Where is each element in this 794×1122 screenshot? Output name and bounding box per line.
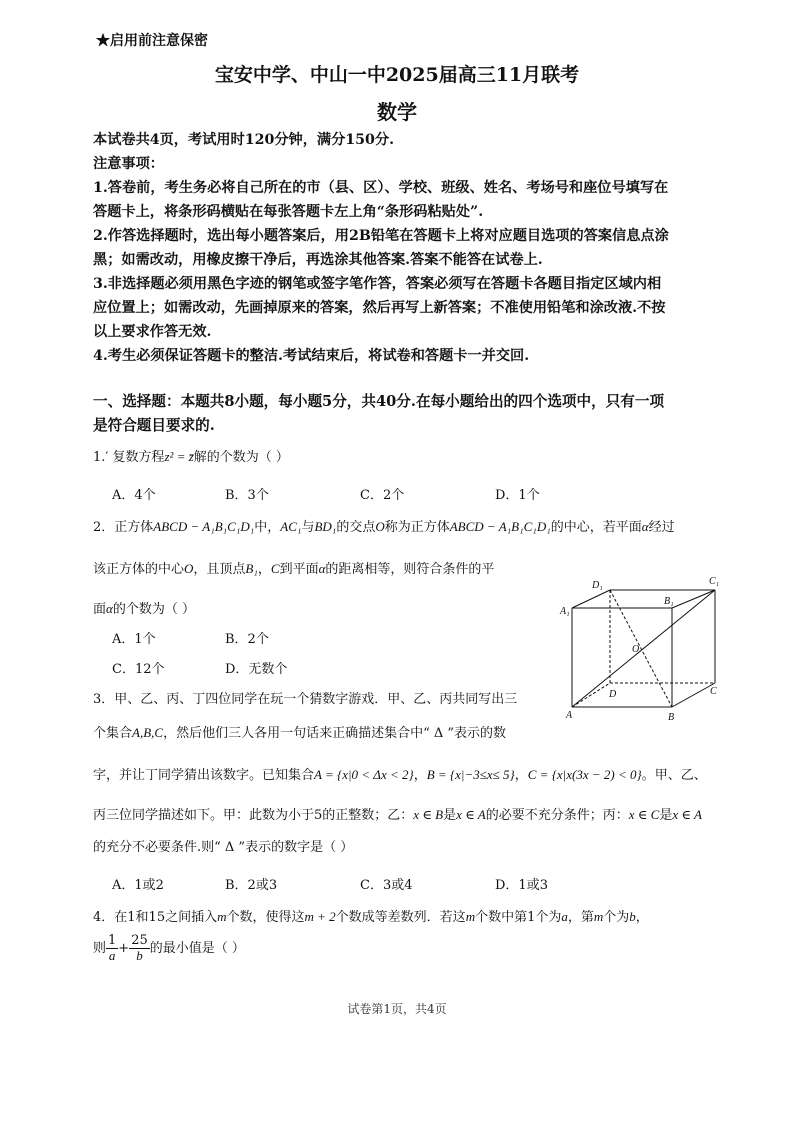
option-c[interactable]: C．2个 <box>360 488 405 503</box>
question-4-line1: 4．在1和15之间插入m个数，使得这m + 2个数成等差数列．若这m个数中第1个为a，第m个为b， <box>93 909 649 925</box>
label-o: O <box>632 644 640 655</box>
option-d[interactable]: D．1或3 <box>495 878 548 893</box>
label-d1: D₁ <box>592 580 603 591</box>
note-line: 1.答卷前，考生务必将自己所在的市（县、区）、学校、班级、姓名、考场号和座位号填写在 <box>93 180 669 196</box>
question-3-line4: 丙三位同学描述如下。甲：此数为小于5的正整数；乙：x ∈ B是x ∈ A的必要不充分条件；丙：x ∈ C是x ∈ A <box>93 807 702 823</box>
subject-title: 数学 <box>377 100 417 124</box>
edge <box>672 590 715 608</box>
note-line: 答题卡上，将条形码横贴在每张答题卡左上角“条形码粘贴处”. <box>93 204 484 220</box>
cube-figure <box>552 570 732 725</box>
hidden-edge <box>572 683 610 707</box>
question-1: 1.′ 复数方程z² = z̄解的个数为（ ） <box>93 449 289 465</box>
page-footer: 试卷第1页，共4页 <box>347 1002 447 1016</box>
note-line: 以上要求作答无效. <box>93 324 212 340</box>
option-a[interactable]: A．1个 <box>112 632 156 647</box>
confidential-mark: ★启用前注意保密 <box>96 33 208 49</box>
option-d[interactable]: D．无数个 <box>225 662 288 677</box>
question-3-line3: 字，并让丁同学猜出该数字。已知集合A = {x|0 < Δx < 2}，B = {x|−3≤x≤ 5}，C = {x|x(3x − 2) < 0}。甲、乙、 <box>93 767 707 783</box>
equation: z² = z̄ <box>164 449 194 464</box>
edge <box>572 590 610 608</box>
fraction-25-over-b: $\frac{25}{b}$ <box>131 933 148 963</box>
label-b1: B₁ <box>664 596 674 607</box>
note-line: 3.非选择题必须用黑色字迹的钢笔或签字笔作答，答案必须写在答题卡各题目指定区域内相 <box>93 276 662 292</box>
exam-title: 宝安中学、中山一中2025届高三11月联考 <box>214 64 580 86</box>
option-c[interactable]: C．3或4 <box>360 878 413 893</box>
option-c[interactable]: C．12个 <box>112 662 165 677</box>
question-3-line5: 的充分不必要条件.则“ Δ ”表示的数字是（ ） <box>93 840 354 855</box>
label-c: C <box>710 686 717 697</box>
option-a[interactable]: A．4个 <box>112 488 156 503</box>
label-b: B <box>668 712 675 723</box>
label-a1: A₁ <box>560 606 570 617</box>
option-b[interactable]: B．2或3 <box>225 878 278 893</box>
note-line: 2.作答选择题时，选出每小题答案后，用2B铅笔在答题卡上将对应题目选项的答案信息点涂 <box>93 228 669 244</box>
question-3-line1: 3．甲、乙、丙、丁四位同学在玩一个猜数字游戏．甲、乙、丙共同写出三 <box>93 692 518 707</box>
edge <box>672 683 715 707</box>
option-b[interactable]: B．2个 <box>225 632 269 647</box>
question-4-line2: 则 $\frac{1}{a}$ + $\frac{25}{b}$ 的最小值是（ ） <box>93 933 245 963</box>
label-d: D <box>609 689 617 700</box>
question-2-line2: 该正方体的中心O，且顶点B₁，C到平面α的距离相等，则符合条件的平 <box>93 561 495 577</box>
exam-info: 本试卷共4页，考试用时120分钟，满分150分. <box>93 132 395 148</box>
question-2-line3: 面α的个数为（ ） <box>93 601 195 617</box>
note-line: 应位置上；如需改动，先画掉原来的答案，然后再写上新答案；不准使用铅笔和涂改液.不按 <box>93 300 666 316</box>
label-a: A <box>566 710 573 721</box>
label-c1: C₁ <box>709 576 720 587</box>
section-heading: 一、选择题：本题共8小题，每小题5分，共40分.在每小题给出的四个选项中，只有一项 <box>93 393 665 410</box>
question-3-line2: 个集合A,B,C，然后他们三人各用一句话来正确描述集合中“ Δ ”表示的数 <box>93 725 507 741</box>
note-line: 黑；如需改动，用橡皮擦干净后，再选涂其他答案.答案不能答在试卷上. <box>93 252 543 268</box>
option-b[interactable]: B．3个 <box>225 488 269 503</box>
section-heading-cont: 是符合题目要求的. <box>93 417 215 434</box>
fraction-1-over-a: $\frac{1}{a}$ <box>108 933 117 963</box>
option-d[interactable]: D．1个 <box>495 488 540 503</box>
question-2-line1: 2．正方体ABCD − A₁B₁C₁D₁中，AC₁与BD₁的交点O称为正方体ABCD − A₁B₁C₁D₁的中心，若平面α经过 <box>93 519 675 535</box>
notes-title: 注意事项： <box>93 156 164 172</box>
option-a[interactable]: A．1或2 <box>112 878 164 893</box>
note-line: 4.考生必须保证答题卡的整洁.考试结束后，将试卷和答题卡一并交回. <box>93 348 530 364</box>
